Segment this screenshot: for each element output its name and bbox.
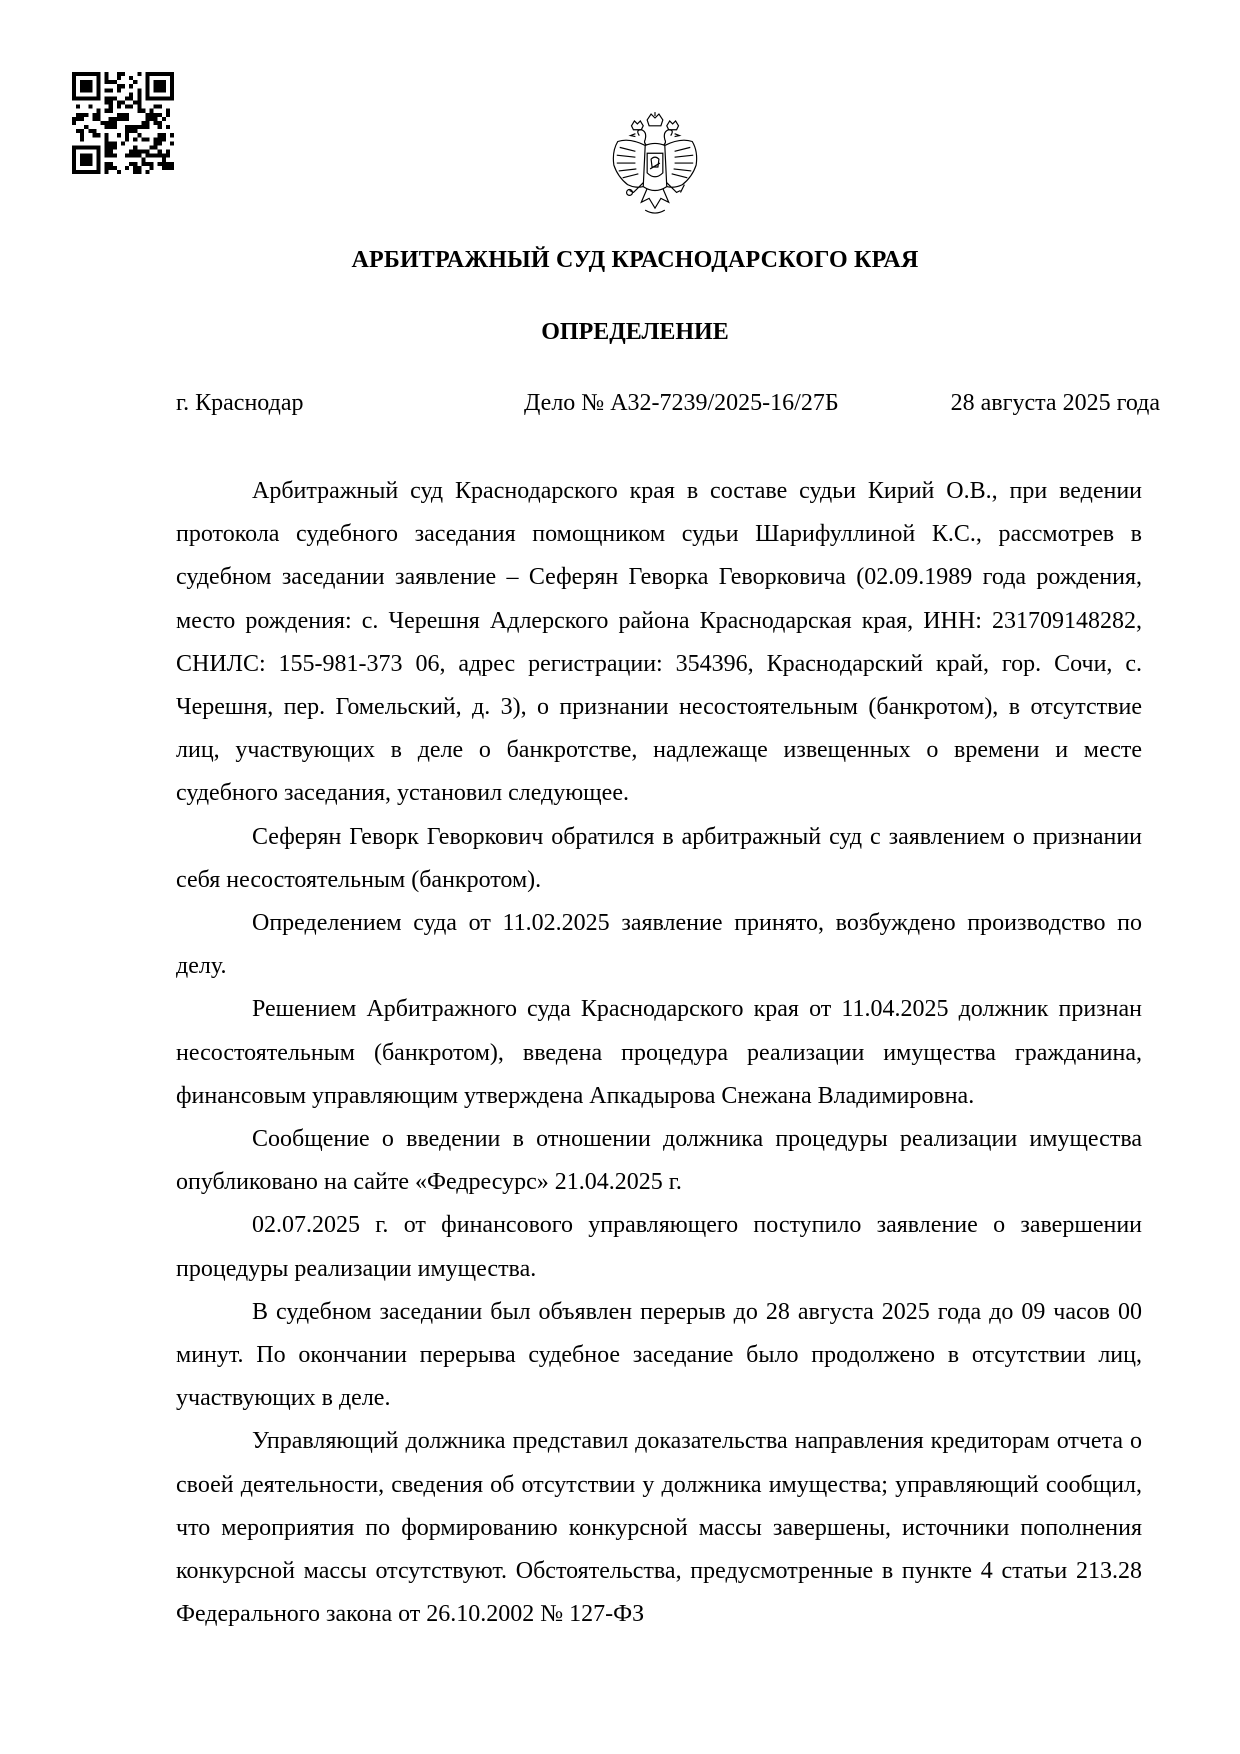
paragraph: Управляющий должника представил доказательства направления кредиторам отчета о своей деятельности, сведения об отсутствии у должника имущества; управляющий сообщил, что мероприятия по формированию конкурсной массы завершены, источники пополнения конкурсной массы отсутствуют. Обстоятельства, предусмотренные в пункте 4 статьи 213.28 Федерального закона от 26.10.2002 № 127-ФЗ <box>176 1428 1142 1628</box>
document-meta <box>176 386 1160 420</box>
document-date: 28 августа 2025 года <box>950 390 1160 416</box>
case-number: Дело № А32-7239/2025-16/27Б <box>524 390 839 416</box>
paragraph: Сообщение о введении в отношении должника процедуры реализации имущества опубликовано на сайте «Федресурс» 21.04.2025 г. <box>176 1126 1142 1196</box>
document-type: ОПРЕДЕЛЕНИЕ <box>541 319 729 345</box>
city: г. Краснодар <box>176 390 304 416</box>
paragraph: В судебном заседании был объявлен перерыв до 28 августа 2025 года до 09 часов 00 минут. По окончании перерыва судебное заседание было продолжено в отсутствии лиц, участвующих в деле. <box>176 1298 1142 1412</box>
court-name: АРБИТРАЖНЫЙ СУД КРАСНОДАРСКОГО КРАЯ <box>351 247 919 273</box>
paragraph: 02.07.2025 г. от финансового управляющего поступило заявление о завершении процедуры реализации имущества. <box>176 1212 1142 1282</box>
paragraph: Сеферян Геворк Геворкович обратился в арбитражный суд с заявлением о признании себя несостоятельным (банкротом). <box>176 823 1142 893</box>
paragraph: Арбитражный суд Краснодарского края в составе судьи Кирий О.В., при ведении протокола судебного заседания помощником судьи Шарифуллиной К.С., рассмотрев в судебном заседании заявление – Сеферян Геворка Геворковича (02.09.1989 года рождения, место рождения: с. Черешня Адлерского района Краснодарская края, ИНН: 231709148282, СНИЛС: 155-981-373 06, адрес регистрации: 354396, Краснодарский край, гор. Сочи, с. Черешня, пер. Гомельский, д. 3), о признании несостоятельным (банкротом), в отсутствие лиц, участвующих в деле о банкротстве, надлежаще извещенных о времени и месте судебного заседания, установил следующее. <box>176 478 1142 807</box>
coat-of-arms-emblem <box>606 112 704 220</box>
paragraph: Определением суда от 11.02.2025 заявление принято, возбуждено производство по делу. <box>176 910 1142 980</box>
paragraph: Решением Арбитражного суда Краснодарского края от 11.04.2025 должник признан несостоятельным (банкротом), введена процедура реализации имущества гражданина, финансовым управляющим утверждена Апкадырова Снежана Владимировна. <box>176 996 1142 1109</box>
qr-code-icon <box>72 72 174 174</box>
document-body <box>176 470 1142 1636</box>
